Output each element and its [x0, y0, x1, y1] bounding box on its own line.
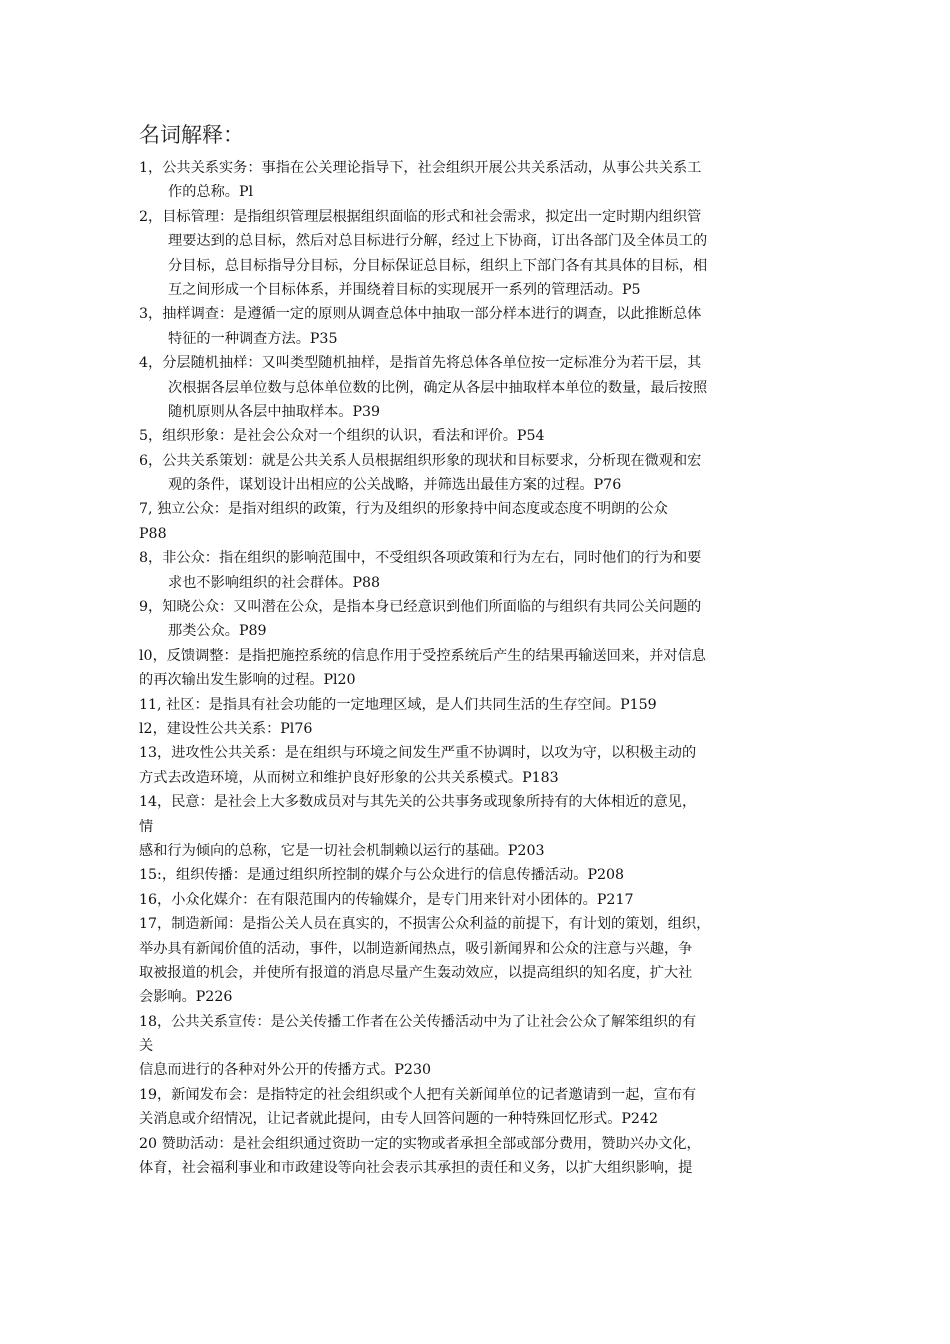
text-line: 15:，组织传播：是通过组织所控制的媒介与公众进行的信息传播活动。P208 — [139, 867, 625, 884]
text-line: 互之间形成一个目标体系，并围绕着目标的实现展开一系列的管理活动。P5 — [168, 281, 641, 298]
text-line: 那类公众。P89 — [168, 623, 267, 640]
text-line: 分目标，总目标指导分目标，分目标保证总目标，组织上下部门各有其具体的目标，相 — [168, 257, 708, 274]
text-line: 理要达到的总目标，然后对总目标进行分解，经过上下协商，订出各部门及全体员工的 — [168, 233, 708, 250]
text-line: 会影响。P226 — [139, 989, 233, 1006]
text-line: 5，组织形象：是社会公众对一个组织的认识，看法和评价。P54 — [139, 428, 545, 445]
text-line: l2，建设性公共关系：Pl76 — [139, 720, 313, 737]
definition-list — [139, 156, 819, 1180]
text-line: 次根据各层单位数与总体单位数的比例，确定从各层中抽取样本单位的数量，最后按照 — [168, 379, 708, 396]
text-line: 18，公共关系宣传：是公关传播工作者在公关传播活动中为了让社会公众了解笨组织的有 — [139, 1013, 697, 1030]
text-line: 情 — [139, 818, 154, 835]
text-line: 17，制造新闻：是指公关人员在真实的，不损害公众利益的前提下，有计划的策划，组织， — [139, 916, 711, 933]
text-line: 9，知晓公众：又叫潜在公众，是指本身已经意识到他们所面临的与组织有共同公关问题的 — [139, 599, 702, 616]
text-line: 关消息或介绍情况，让记者就此提问，由专人回答问题的一种特殊回忆形式。P242 — [139, 1111, 659, 1128]
text-line: 特征的一种调查方法。P35 — [168, 330, 338, 347]
text-line: 信息而进行的各种对外公开的传播方式。P230 — [139, 1062, 432, 1079]
text-line: 随机原则从各层中抽取样本。P39 — [168, 403, 381, 420]
text-line: 3，抽样调查：是遵循一定的原则从调查总体中抽取一部分样本进行的调查，以此推断总体 — [139, 306, 702, 323]
text-line: 13，进攻性公共关系：是在组织与环境之间发生严重不协调时，以攻为守，以积极主动的 — [139, 745, 697, 762]
text-line: 6，公共关系策划：就是公共关系人员根据组织形象的现状和目标要求，分析现在微观和宏 — [139, 452, 702, 469]
text-line: 2，目标管理：是指组织管理层根据组织面临的形式和社会需求，拟定出一定时期内组织管 — [139, 208, 702, 225]
text-line: 关 — [139, 1038, 154, 1055]
text-line: 方式去改造环境，从而树立和维护良好形象的公共关系模式。P183 — [139, 769, 559, 786]
text-line: l0，反馈调整：是指把施控系统的信息作用于受控系统后产生的结果再输送回来，并对信息 — [139, 647, 706, 664]
text-line: 19，新闻发布会：是指特定的社会组织或个人把有关新闻单位的记者邀请到一起，宣布有 — [139, 1086, 697, 1103]
page-title: 名词解释： — [139, 123, 244, 147]
text-line: 举办具有新闻价值的活动，事件，以制造新闻热点，吸引新闻界和公众的注意与兴趣，争 — [139, 940, 693, 957]
text-line: 观的条件，谋划设计出相应的公关战略，并筛选出最佳方案的过程。P76 — [168, 477, 622, 494]
text-line: 的再次输出发生影响的过程。Pl20 — [139, 672, 356, 689]
document-page — [139, 118, 819, 1180]
text-line: 求也不影响组织的社会群体。P88 — [168, 574, 381, 591]
text-line: 8，非公众：指在组织的影响范围中，不受组织各项政策和行为左右，同时他们的行为和要 — [139, 550, 702, 567]
text-line: 取被报道的机会，并使所有报道的消息尽量产生轰动效应，以提高组织的知名度，扩大社 — [139, 964, 693, 981]
text-line: 20 赞助活动：是社会组织通过资助一定的实物或者承担全部或部分费用，赞助兴办文化， — [139, 1135, 701, 1152]
text-line: 14，民意：是社会上大多数成员对与其先关的公共事务或现象所持有的大体相近的意见， — [139, 794, 697, 811]
text-line: 16，小众化媒介：在有限范围内的传输媒介，是专门用来针对小团体的。P217 — [139, 891, 634, 908]
text-line: 体育，社会福利事业和市政建设等向社会表示其承担的责任和义务，以扩大组织影响，提 — [139, 1160, 693, 1177]
text-line: 作的总称。Pl — [168, 184, 254, 201]
text-line: 11, 社区：是指具有社会功能的一定地理区域，是人们共同生活的生存空间。P159 — [139, 696, 657, 713]
text-line: P88 — [139, 525, 167, 542]
text-line: 7, 独立公众：是指对组织的政策，行为及组织的形象持中间态度或态度不明朗的公众 — [139, 501, 668, 518]
text-line: 1，公共关系实务：事指在公关理论指导下，社会组织开展公共关系活动，从事公共关系工 — [139, 160, 702, 176]
text-line: 4，分层随机抽样：又叫类型随机抽样，是指首先将总体各单位按一定标准分为若干层，其 — [139, 355, 702, 372]
text-line: 感和行为倾向的总称，它是一切社会机制赖以运行的基础。P203 — [139, 842, 545, 859]
